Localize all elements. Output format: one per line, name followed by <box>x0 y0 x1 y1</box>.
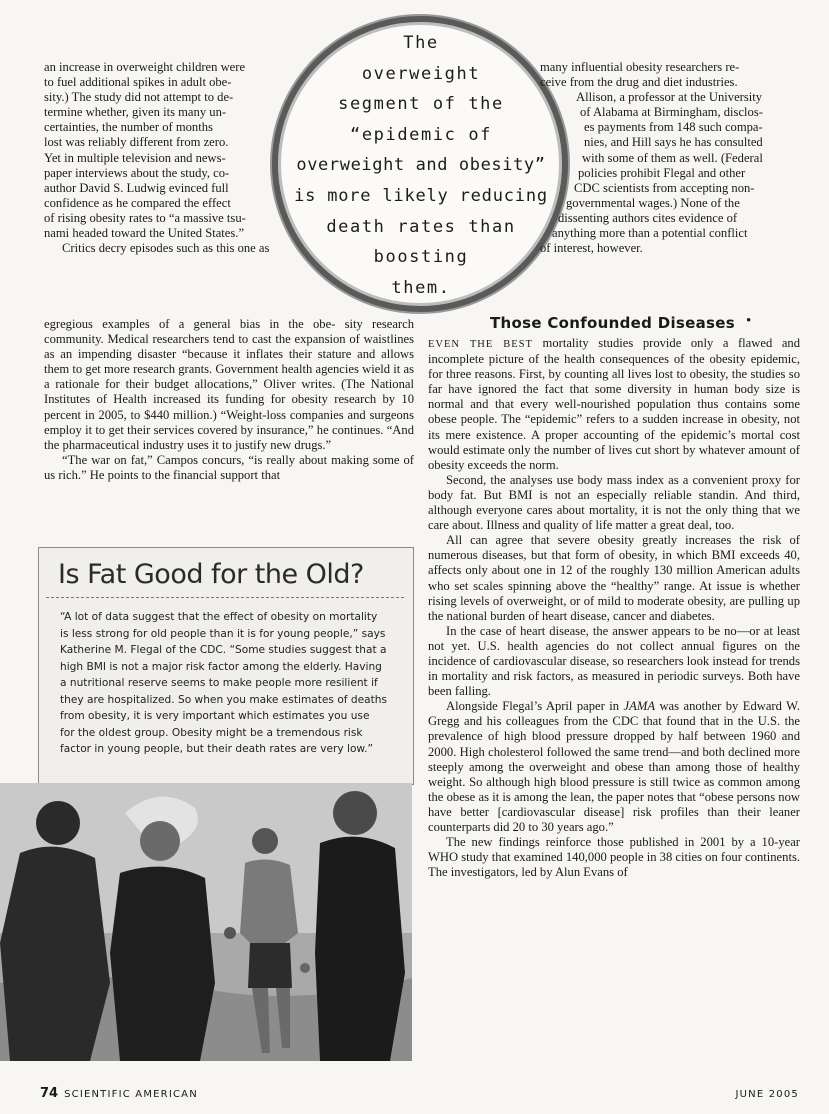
photo-elderly-swimmers <box>0 783 412 1061</box>
pull-quote <box>276 28 566 303</box>
right-column <box>428 336 800 880</box>
text-line: policies prohibit Flegal and other <box>578 165 746 180</box>
pull-quote-line: overweight <box>361 63 481 84</box>
sidebar-text <box>60 609 396 758</box>
left-column-bottom <box>44 317 414 483</box>
text-line: Yet in multiple television and news- <box>44 150 226 165</box>
text-line: of interest, however. <box>540 241 643 256</box>
text-line: es payments from 148 such compa- <box>584 120 763 135</box>
page-number: 74 <box>40 1086 59 1101</box>
text-line: lost was reliably different from zero. <box>44 135 229 150</box>
journal-name: JAMA <box>623 699 656 714</box>
text-line: confidence as he compared the effect <box>44 195 231 210</box>
text-line: certainties, the number of months <box>44 120 213 135</box>
paragraph-text: was another by Edward W. Gregg and his colleagues from the CDC that found that in the U.S. the prevalence of high blood pressure dropped by half between 1960 and 2000. High cholesterol followed the same trend—and both declined more steeply among the overweight and obese than among those of healthy weight. So although high blood pressure is still twice as common among the obese as it is among the lean, the paper notes that “obese persons now have better [cardiovascular disease] risk profiles than their leaner counterparts did 20 to 30 years ago.” <box>428 699 801 834</box>
text-line: ceive from the drug and diet industries. <box>540 75 738 90</box>
sidebar-line: they are hospitalized. So when you make estimates of deaths <box>60 693 388 706</box>
text-line: many influential obesity researchers re- <box>540 60 740 74</box>
pull-quote-line: them. <box>391 277 451 298</box>
pull-quote-line: boosting <box>373 247 469 268</box>
paragraph: Second, the analyses use body mass index as a convenient proxy for body fat. But BMI is not an especially reliable standin. And third, although everyone cares about mortality, it is not the only thing that we care about. Illness and quality of life matter a great deal, too. <box>428 472 800 533</box>
text-line: of rising obesity rates to “a massive tsu- <box>44 210 246 225</box>
issue-date: JUNE 2005 <box>735 1089 799 1100</box>
text-line: dissenting authors cites evidence of <box>558 210 738 225</box>
sidebar-divider <box>46 597 404 598</box>
footer-left <box>40 1086 198 1101</box>
text-line: nies, and Hill says he has consulted <box>584 135 763 150</box>
paragraph <box>428 699 800 835</box>
pull-quote-line: segment of the <box>338 94 504 115</box>
paragraph <box>428 336 800 473</box>
pull-quote-line: is more likely reducing <box>294 185 548 206</box>
paragraph-text: mortality studies provide only a flawed and incomplete picture of the health consequences of the obesity epidemic, for three reasons. First, by counting all lives lost to obesity, the studies so far have ignored the fact that some diversity in human body size is normal and that every well-nourished population thus contains some obese people. The “epidemic” refers to a sudden increase in obesity, not its mere existence. A proper accounting of the epidemic’s mortal cost would estimate only the number of lives cut short by whatever amount of obesity exceeds the norm. <box>428 336 801 472</box>
pull-quote-line: “epidemic of <box>349 124 493 145</box>
sidebar-line: is less strong for old people than it is for young people,” says <box>60 627 386 640</box>
text-line: with some of them as well. (Federal <box>582 150 763 165</box>
paragraph: egregious examples of a general bias in the obe- sity research community. Medical researchers tend to cast the expansion of waistlines as an impending disaster “because it inflates their stature and allows them to get more research grants. Government health agencies wield it as a rationale for their budget allocations,” Oliver writes. (The National Institutes of Health increased its funding for obesity research by 10 percent in 2005, to $440 million.) “Weight-loss companies and surgeons employ it to get their services covered by insurance,” he continues. “And the pharmaceutical industry uses it to justify new drugs.” <box>44 317 414 452</box>
sidebar-line: from obesity, it is very important which estimates you use <box>60 710 370 722</box>
sidebar-line: factor in young people, but their death rates are very low.” <box>60 743 373 755</box>
sidebar-line: a nutritional reserve seems to make people more resilient if <box>60 677 378 689</box>
lead-in: EVEN THE BEST <box>428 339 533 350</box>
paragraph: “The war on fat,” Campos concurs, “is really about making some of us rich.” He points to the financial support that <box>44 452 414 482</box>
text-line: paper interviews about the study, co- <box>44 165 230 180</box>
sidebar-line: for the oldest group. Obesity might be a tremendous risk <box>60 726 363 739</box>
text-line: an increase in overweight children were <box>44 60 246 74</box>
heading-ornament: • <box>746 313 752 329</box>
sidebar-title: Is Fat Good for the Old? <box>58 559 364 590</box>
section-heading: Those Confounded Diseases <box>490 314 735 332</box>
text-line: Allison, a professor at the University <box>576 90 763 105</box>
paragraph: In the case of heart disease, the answer appears to be no—or at least not yet. U.S. health agencies do not collect annual figures on the incidence of cardiovascular disease, so researchers look instead for trends in mortality and risk factors, as measured in periodic surveys. Both have been falling. <box>428 623 800 699</box>
text-line: Critics decry episodes such as this one as <box>62 241 270 256</box>
pull-quote-line: overweight and obesity” <box>296 155 546 176</box>
pull-quote-line: The <box>403 33 439 53</box>
sidebar-line: “A lot of data suggest that the effect of obesity on mortality <box>60 611 378 623</box>
text-line: governmental wages.) None of the <box>566 195 740 210</box>
paragraph-text: Alongside Flegal’s April paper in <box>446 699 624 714</box>
magazine-name: SCIENTIFIC AMERICAN <box>64 1089 198 1100</box>
text-line: author David S. Ludwig evinced full <box>44 180 229 195</box>
sidebar-line: high BMI is not a major risk factor among the elderly. Having <box>60 660 382 673</box>
text-line: sity.) The study did not attempt to de- <box>44 90 234 105</box>
photo-illustration <box>0 783 412 1061</box>
sidebar-line: Katherine M. Flegal of the CDC. “Some studies suggest that a <box>60 644 387 656</box>
text-line: termine whether, given its many un- <box>44 105 227 120</box>
pull-quote-line: death rates than <box>326 216 516 237</box>
text-line: to fuel additional spikes in adult obe- <box>44 75 232 90</box>
text-line: anything more than a potential conflict <box>552 226 748 241</box>
right-column-top <box>540 60 800 256</box>
text-line: CDC scientists from accepting non- <box>574 180 755 195</box>
paragraph: The new findings reinforce those published in 2001 by a 10-year WHO study that examined 140,000 people in 38 cities on four continents. The investigators, led by Alun Evans of <box>428 835 800 880</box>
text-line: of Alabama at Birmingham, disclos- <box>580 105 763 120</box>
paragraph: All can agree that severe obesity greatly increases the risk of numerous diseases, but that form of obesity, in which BMI exceeds 40, affects only about one in 12 of the roughly 130 million American adults who set scales spinning above the “healthy” range. At issue is whether rising levels of overweight, or of mild to moderate obesity, are pulling up the national burden of heart disease, cancer and diabetes. <box>428 533 800 623</box>
text-line: nami headed toward the United States.” <box>44 226 245 241</box>
